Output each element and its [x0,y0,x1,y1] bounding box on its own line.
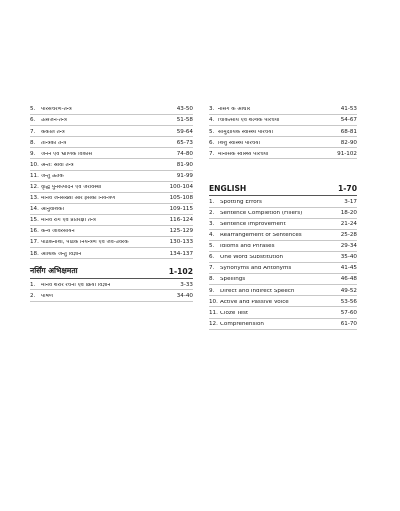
entry-number: 13. [30,195,39,202]
entry-title: नर्सिंग के आधार [218,107,251,113]
entry-number: 7. [209,150,215,157]
entry-pages: 61-70 [340,320,357,327]
toc-entry [209,296,357,307]
entry-number: 10. [30,161,39,168]
entry-number: 7. [209,265,215,272]
entry-title: Comprehension [220,321,264,327]
entry-title: Direct and Indirect Speech [220,288,295,294]
toc-list-left-bottom [30,279,193,301]
entry-title: मानव शरीर रचना एवं क्रिया विज्ञान [41,282,111,288]
entry-number: 3. [209,220,215,227]
toc-entry [30,182,193,193]
entry-title: सामुदायिक स्वास्थ्य परिचर्या [218,129,273,135]
toc-entry [30,204,193,215]
entry-pages: 51-58 [176,117,193,124]
entry-number: 7. [30,128,36,135]
toc-entry [30,215,193,226]
section-title: ENGLISH [209,184,247,194]
entry-pages: 91-102 [337,150,357,157]
entry-pages: 57-60 [340,309,357,316]
entry-title: One Word Substitution [220,255,284,261]
toc-entry [209,263,357,274]
entry-title: Cloze Test [220,310,249,316]
entry-title: जन्तु ऊतक [41,173,64,179]
toc-list-left-top [30,104,193,259]
entry-pages: 18-20 [340,209,357,216]
toc-entry [30,226,193,237]
toc-list-right-bottom [209,196,357,329]
entry-title: आर्थिक जन्तु विज्ञान [41,251,82,257]
entry-title: आनुवंशिकी [41,207,64,213]
entry-title: Rearrangement of Sentences [220,233,302,239]
toc-entry [209,285,357,296]
toc-entry [209,196,357,207]
entry-number: 18. [30,250,39,257]
entry-title: कन्य जीवरसायन [41,229,75,235]
entry-title: पोषण [41,293,53,299]
entry-number: 11. [209,309,218,316]
entry-number: 4. [209,117,215,124]
toc-entry [209,252,357,263]
toc-entry [30,137,193,148]
entry-pages: 65-73 [176,139,193,146]
entry-number: 4. [209,232,215,239]
entry-pages: 25-28 [340,232,357,239]
toc-entry [209,126,357,137]
toc-entry [30,115,193,126]
entry-number: 6. [209,139,215,146]
entry-pages: 130-133 [169,239,193,246]
left-column [30,104,193,302]
entry-title: परिसंचरण-तन्त्र [41,107,72,113]
toc-entry [209,137,357,148]
entry-title: जनन एवं भ्रौणिक विकास [41,151,93,157]
entry-pages: 29-34 [340,243,357,250]
entry-pages: 100-104 [169,183,193,190]
entry-title: मानव रोग एवं प्रतिरक्षा तन्त्र [41,218,96,224]
entry-pages: 46-48 [340,276,357,283]
toc-entry [209,230,357,241]
entry-title: मानव जनसंख्या और इसका नियन्त्रण [41,196,116,202]
toc-entry [30,290,193,301]
entry-pages: 49-52 [340,287,357,294]
entry-title: Active and Passive Voice [220,299,289,305]
toc-entry [30,126,193,137]
section-pages: 1-70 [337,184,357,194]
toc-entry [209,208,357,219]
entry-number: 5. [30,106,36,113]
toc-entry [30,148,193,159]
entry-number: 16. [30,228,39,235]
entry-pages: 41-53 [340,106,357,113]
entry-title: पीडकनाशी, पीडक नियन्त्रण एवं जैव-उर्वरक [41,240,129,246]
toc-entry [209,115,357,126]
entry-pages: 21-24 [340,220,357,227]
entry-title: मानसिक स्वास्थ्य परिचर्या [218,151,269,157]
entry-title: Sentence Completion (Fillers) [220,210,303,216]
entry-title: शिशु स्वास्थ्य परिचर्या [218,140,260,146]
entry-pages: 82-90 [340,139,357,146]
entry-number: 6. [30,117,36,124]
toc-entry [30,248,193,259]
section-pages: 1-102 [168,267,193,277]
right-column [209,104,357,330]
toc-entry [209,274,357,285]
entry-pages: 53-56 [340,298,357,305]
entry-pages: 35-40 [340,254,357,261]
entry-title: तन्त्रिका तन्त्र [41,140,67,146]
entry-number: 1. [209,198,215,205]
entry-title: वृद्धि पुनरुत्पादन एवं जरावस्था [41,184,102,190]
entry-number: 8. [30,139,36,146]
entry-number: 11. [30,172,39,179]
entry-pages: 81-90 [176,161,193,168]
section-heading-nursing [30,266,193,279]
entry-title: कंकाल तन्त्र [41,129,65,135]
entry-title: अन्त: स्रावी तन्त्र [41,162,74,168]
entry-title: चिकित्सीय एवं शल्यक परिचर्या [218,118,280,124]
toc-entry [30,193,193,204]
toc-entry [30,104,193,115]
entry-number: 2. [209,209,215,216]
entry-pages: 34-40 [176,292,193,299]
entry-number: 5. [209,128,215,135]
toc-entry [30,279,193,290]
toc-entry [209,104,357,115]
entry-pages: 41-45 [340,265,357,272]
entry-pages: 134-137 [169,250,193,257]
toc-entry [30,237,193,248]
entry-title: Synonyms and Antonyms [220,266,292,272]
entry-pages: 105-108 [169,195,193,202]
toc-entry [209,219,357,230]
entry-pages: 109-115 [169,206,193,213]
entry-number: 8. [209,276,215,283]
entry-title: Spellings [220,277,246,283]
toc-entry [209,319,357,330]
entry-pages: 125-129 [169,228,193,235]
toc-entry [209,307,357,318]
entry-pages: 43-50 [176,106,193,113]
entry-number: 15. [30,217,39,224]
toc-list-right-top [209,104,357,159]
entry-pages: 116-124 [169,217,193,224]
entry-number: 14. [30,206,39,213]
section-title: नर्सिंग अभिक्षमता [30,266,78,276]
entry-number: 17. [30,239,39,246]
entry-pages: 54-67 [340,117,357,124]
toc-entry [209,241,357,252]
entry-number: 12. [30,183,39,190]
entry-number: 10. [209,298,218,305]
entry-title: Spotting Errors [220,199,262,205]
entry-pages: 68-81 [340,128,357,135]
entry-pages: 3-17 [344,198,357,205]
entry-number: 3. [209,106,215,113]
entry-number: 12. [209,320,218,327]
toc-entry [209,148,357,159]
toc-entry [30,171,193,182]
entry-pages: 3-33 [180,281,193,288]
entry-number: 6. [209,254,215,261]
entry-pages: 59-64 [176,128,193,135]
entry-number: 9. [209,287,215,294]
entry-number: 2. [30,292,36,299]
toc-entry [30,159,193,170]
entry-number: 5. [209,243,215,250]
entry-title: उत्सर्जन-तन्त्र [41,118,67,124]
entry-number: 1. [30,281,36,288]
entry-title: Idioms and Phrases [220,244,275,250]
entry-pages: 91-99 [176,172,193,179]
entry-number: 9. [30,150,36,157]
section-heading-english [209,184,357,196]
entry-title: Sentence Improvement [220,221,286,227]
entry-pages: 74-80 [176,150,193,157]
